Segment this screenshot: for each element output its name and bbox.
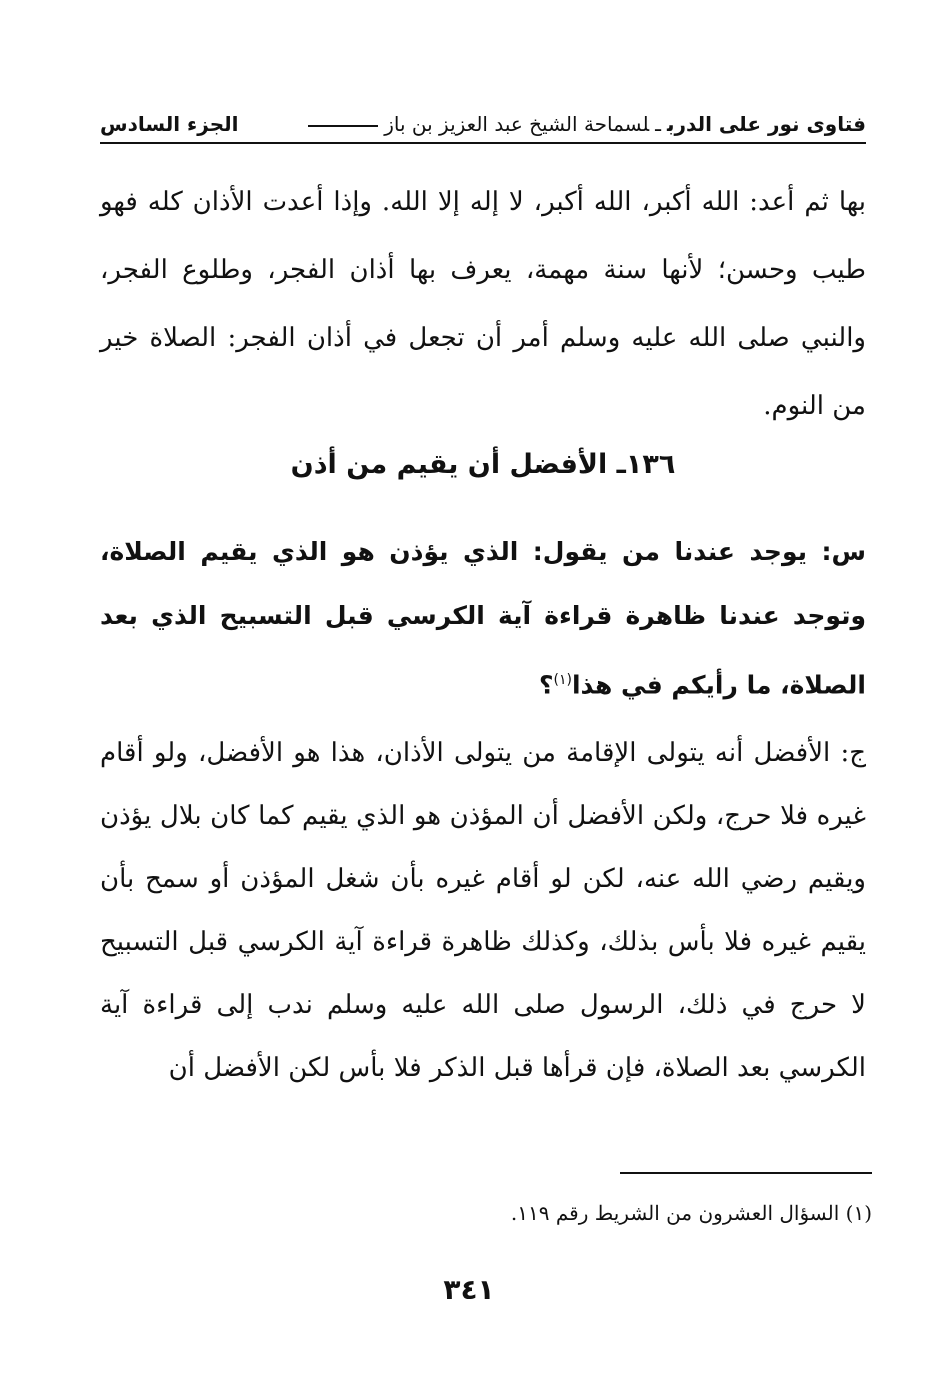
intro-paragraph: بها ثم أعد: الله أكبر، الله أكبر، لا إله إلا الله. وإذا أعدت الأذان كله فهو طيب وحسن؛ لأنها سنة مهمة، يعرف بها أذان الفجر، وطلوع الفجر، والنبي صلى الله عليه وسلم أمر أن تجعل في أذان الفجر: الصلاة خير من النوم.: [100, 187, 866, 421]
footnote: (١) السؤال العشرون من الشريط رقم ١١٩.: [510, 1201, 872, 1225]
volume-label: الجزء السادس: [100, 112, 239, 136]
footnote-divider: [620, 1172, 872, 1174]
question-mark: ؟: [539, 670, 554, 700]
book-author: لسماحة الشيخ عبد العزيز بن باز: [384, 112, 650, 136]
page-number: ٣٤١: [443, 1273, 495, 1306]
header-rule: [308, 125, 378, 127]
footnote-reference: (١): [553, 672, 572, 688]
running-header: [100, 110, 866, 144]
section-title: ١٣٦ـ الأفضل أن يقيم من أذن: [290, 449, 676, 480]
question-text: س: يوجد عندنا من يقول: الذي يؤذن هو الذي يقيم الصلاة، وتوجد عندنا ظاهرة قراءة آية الكرسي قبل التسبيح الذي بعد الصلاة، ما رأيكم في هذا: [100, 537, 866, 700]
book-title: فتاوى نور على الدرب: [667, 112, 866, 136]
question-paragraph: [100, 520, 866, 717]
header-separator: ـ: [655, 112, 662, 136]
answer-paragraph: ج: الأفضل أنه يتولى الإقامة من يتولى الأذان، هذا هو الأفضل، ولو أقام غيره فلا حرج، ولكن الأفضل أن المؤذن هو الذي يقيم كما كان بلال يؤذن ويقيم رضي الله عنه، لكن لو أقام غيره بأن شغل المؤذن أو سمح بأن يقيم غيره فلا بأس بذلك، وكذلك ظاهرة قراءة آية الكرسي قبل التسبيح لا حرج في ذلك، الرسول صلى الله عليه وسلم ندب إلى قراءة آية الكرسي بعد الصلاة، فإن قرأها قبل الذكر فلا بأس لكن الأفضل أن: [100, 738, 866, 1083]
